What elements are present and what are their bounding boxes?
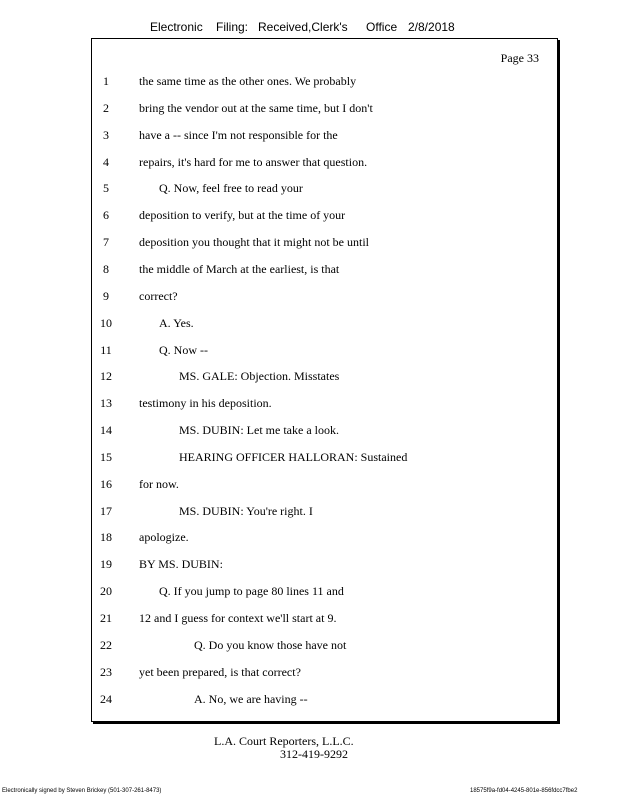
- line-text: MS. GALE: Objection. Misstates: [179, 369, 340, 384]
- transcript-line: [92, 664, 557, 691]
- line-text: the same time as the other ones. We probably: [139, 74, 357, 88]
- line-text: for now.: [139, 476, 179, 491]
- transcript-line: [92, 556, 557, 583]
- line-number: 22: [100, 637, 112, 652]
- transcript-line: [92, 691, 557, 718]
- line-number: 17: [100, 503, 112, 518]
- line-text: MS. DUBIN: You're right. I: [179, 503, 313, 518]
- line-number: 1: [103, 74, 109, 88]
- line-number: 4: [103, 154, 109, 169]
- footer-phone: 312-419-9292: [280, 747, 348, 761]
- line-number: 19: [100, 557, 112, 572]
- transcript-line: [92, 73, 557, 100]
- line-number: 7: [103, 235, 109, 250]
- line-text: have a -- since I'm not responsible for the: [139, 127, 338, 142]
- header-word-filing: Filing:: [216, 20, 249, 34]
- line-text: 12 and I guess for context we'll start at 9.: [139, 611, 337, 625]
- transcript-line: [92, 395, 557, 422]
- line-number: 3: [103, 127, 109, 142]
- line-number: 24: [100, 691, 112, 706]
- transcript-line: [92, 529, 557, 556]
- transcript-line: [92, 610, 557, 637]
- transcript-line: [92, 637, 557, 664]
- transcript-line: [92, 503, 557, 530]
- line-number: 8: [103, 261, 109, 276]
- transcript-line: [92, 261, 557, 288]
- footer-company: L.A. Court Reporters, L.L.C.: [214, 734, 354, 748]
- transcript-line: [92, 583, 557, 610]
- line-number: 16: [100, 476, 112, 491]
- signature-right: 18575f9a-fd04-4245-801e-856fdcc7fbe2: [470, 788, 578, 794]
- transcript-line: [92, 449, 557, 476]
- line-number: 13: [100, 396, 112, 411]
- signature-left: Electronically signed by Steven Brickey (501-307-261-8473): [2, 788, 162, 794]
- line-text: bring the vendor out at the same time, but I don't: [139, 100, 373, 115]
- header-word-electronic: Electronic: [150, 20, 203, 34]
- line-text: Q. Now, feel free to read your: [159, 181, 303, 196]
- line-text: MS. DUBIN: Let me take a look.: [179, 423, 339, 438]
- line-text: A. Yes.: [159, 315, 194, 330]
- line-text: yet been prepared, is that correct?: [139, 664, 301, 679]
- line-number: 2: [103, 100, 109, 115]
- line-number: 9: [103, 288, 109, 303]
- transcript-line: [92, 180, 557, 207]
- transcript-line: [92, 234, 557, 261]
- transcript-line: [92, 422, 557, 449]
- transcript-line: [92, 288, 557, 315]
- line-text: HEARING OFFICER HALLORAN: Sustained: [179, 449, 408, 464]
- header-word-received: Received,Clerk's: [258, 20, 348, 34]
- transcript-line: [92, 315, 557, 342]
- page-number: Page 33: [500, 51, 539, 65]
- line-text: apologize.: [139, 530, 189, 545]
- line-number: 23: [100, 664, 112, 679]
- transcript-line: [92, 154, 557, 181]
- header-date: 2/8/2018: [408, 20, 455, 34]
- line-text: the middle of March at the earliest, is that: [139, 261, 340, 276]
- line-number: 18: [100, 530, 112, 545]
- transcript-line: [92, 100, 557, 127]
- line-text: Q. Do you know those have not: [194, 637, 347, 652]
- line-text: Q. Now --: [159, 342, 208, 357]
- line-text: testimony in his deposition.: [139, 396, 272, 411]
- line-number: 20: [100, 584, 112, 599]
- line-text: correct?: [139, 288, 178, 303]
- line-number: 5: [103, 181, 109, 196]
- transcript-line: [92, 476, 557, 503]
- line-text: BY MS. DUBIN:: [139, 557, 223, 572]
- line-number: 14: [100, 423, 112, 438]
- transcript-line: [92, 127, 557, 154]
- line-text: A. No, we are having --: [194, 691, 308, 706]
- line-number: 21: [100, 611, 112, 625]
- transcript-line: [92, 342, 557, 369]
- line-number: 6: [103, 208, 109, 223]
- header-word-office: Office: [366, 20, 398, 34]
- line-number: 15: [100, 449, 112, 464]
- transcript-line: [92, 368, 557, 395]
- line-text: Q. If you jump to page 80 lines 11 and: [159, 584, 344, 599]
- line-text: deposition you thought that it might not be until: [139, 235, 369, 250]
- line-number: 12: [100, 369, 112, 384]
- line-number: 10: [100, 315, 112, 330]
- line-number: 11: [100, 342, 112, 357]
- transcript-page: [91, 38, 558, 722]
- transcript-line: [92, 207, 557, 234]
- line-text: repairs, it's hard for me to answer that question.: [139, 154, 368, 169]
- line-text: deposition to verify, but at the time of your: [139, 208, 346, 223]
